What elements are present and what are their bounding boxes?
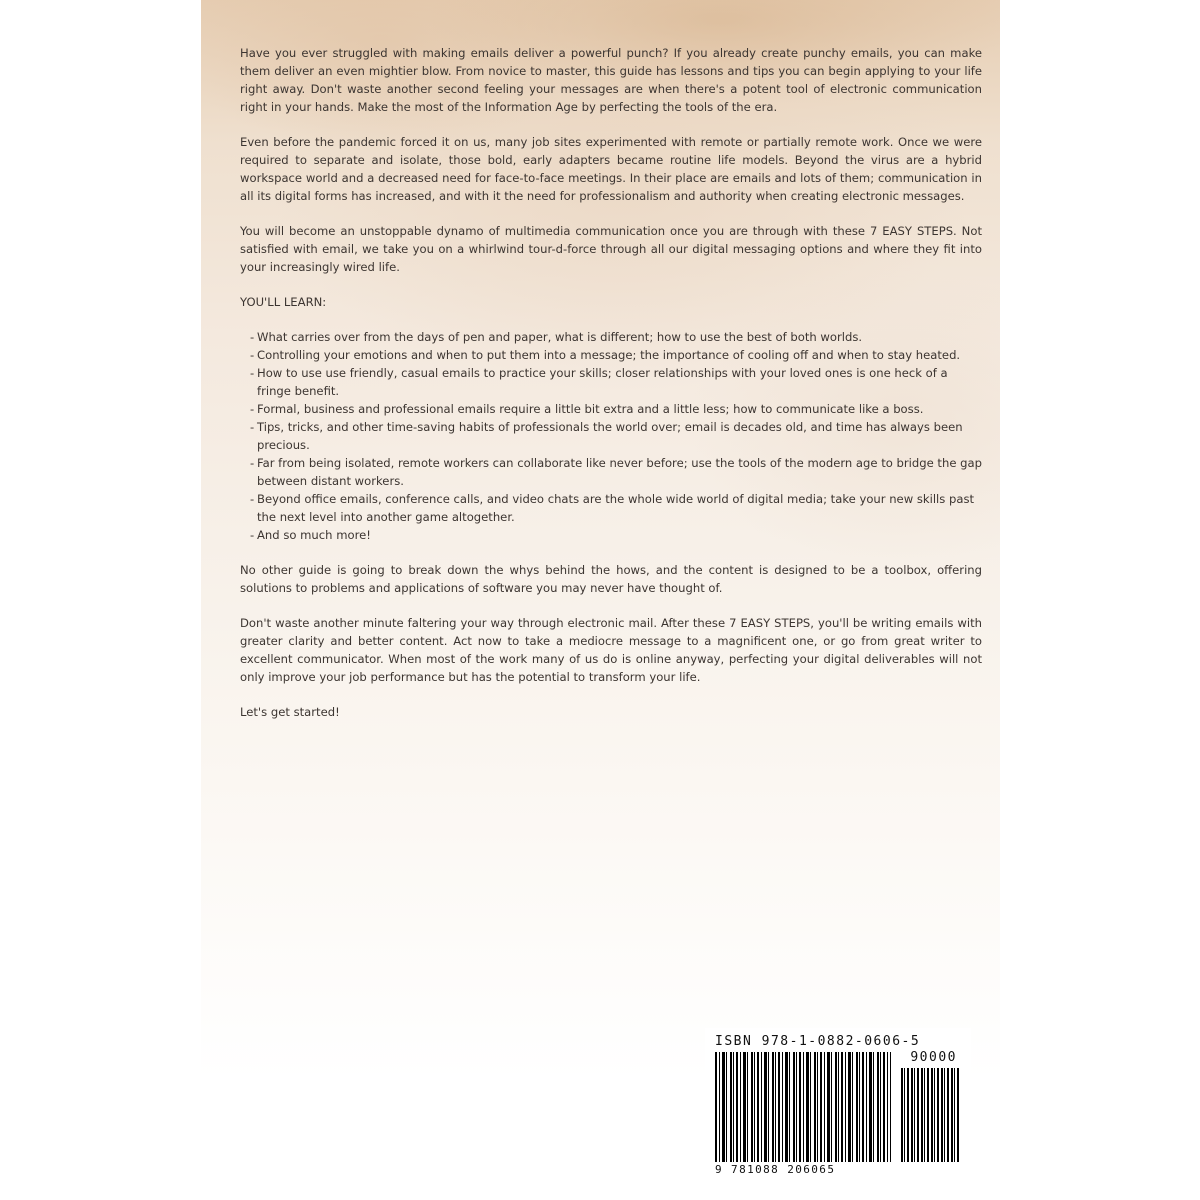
intro-paragraph: Have you ever struggled with making emails deliver a powerful punch? If you already create punchy emails, you can make them deliver an even mightier blow. From novice to master, this guide has lessons and tips you can begin applying to your life right away. Don't waste another second feeling your messages are when there's a potent tool of electronic communication right in your hands. Make the most of the Information Age by perfecting the tools of the era. <box>240 46 982 114</box>
toolbox-paragraph: No other guide is going to break down the whys behind the hows, and the content is designed to be a toolbox, offering solutions to problems and applications of software you may never have thought of. <box>240 563 982 595</box>
ean-number: 9 781088 206065 <box>715 1163 836 1176</box>
call-to-action-paragraph: Don't waste another minute faltering your way through electronic mail. After these 7 EASY STEPS, you'll be writing emails with greater clarity and better content. Act now to take a mediocre message to a magnificent one, or go from great writer to excellent communicator. When most of the work many of us do is online anyway, perfecting your digital deliverables will not only improve your job performance but has the potential to transform your life. <box>240 616 982 684</box>
blurb-text <box>240 44 982 738</box>
barcode-addon-bars <box>901 1068 959 1162</box>
learn-item: - Controlling your emotions and when to put them into a message; the importance of cooling off and when to stay heated. <box>250 346 982 364</box>
learn-item: - What carries over from the days of pen and paper, what is different; how to use the best of both worlds. <box>250 328 982 346</box>
learn-item: - Formal, business and professional emails require a little bit extra and a little less; how to communicate like a boss. <box>250 400 982 418</box>
learn-item: - How to use use friendly, casual emails to practice your skills; closer relationships with your loved ones is one heck of a fringe benefit. <box>250 364 982 400</box>
price-code: 90000 <box>910 1050 957 1065</box>
learn-item: - Beyond office emails, conference calls, and video chats are the whole wide world of digital media; take your new skills past the next level into another game altogether. <box>250 490 982 526</box>
closing-line: Let's get started! <box>240 705 340 719</box>
isbn-barcode <box>705 1028 971 1178</box>
steps-paragraph: You will become an unstoppable dynamo of multimedia communication once you are through with these 7 EASY STEPS. Not satisfied with email, we take you on a whirlwind tour-d-force through all our digital messaging options and where they fit into your increasingly wired life. <box>240 224 982 274</box>
learn-item: - Far from being isolated, remote workers can collaborate like never before; use the tools of the modern age to bridge the gap between distant workers. <box>250 454 982 490</box>
learn-list <box>240 328 982 544</box>
pandemic-paragraph: Even before the pandemic forced it on us, many job sites experimented with remote or partially remote work. Once we were required to separate and isolate, those bold, early adapters became routine life models. Beyond the virus are a hybrid workspace world and a decreased need for face-to-face meetings. In their place are emails and lots of them; communication in all its digital forms has increased, and with it the need for professionalism and authority when creating electronic messages. <box>240 135 982 203</box>
learn-item: - Tips, tricks, and other time-saving habits of professionals the world over; email is decades old, and time has always been precious. <box>250 418 982 454</box>
isbn-number: ISBN 978-1-0882-0606-5 <box>715 1034 921 1049</box>
learn-heading: YOU'LL LEARN: <box>240 295 327 309</box>
back-cover <box>201 0 1000 1200</box>
barcode-bars <box>715 1052 891 1162</box>
learn-item: - And so much more! <box>250 526 982 544</box>
